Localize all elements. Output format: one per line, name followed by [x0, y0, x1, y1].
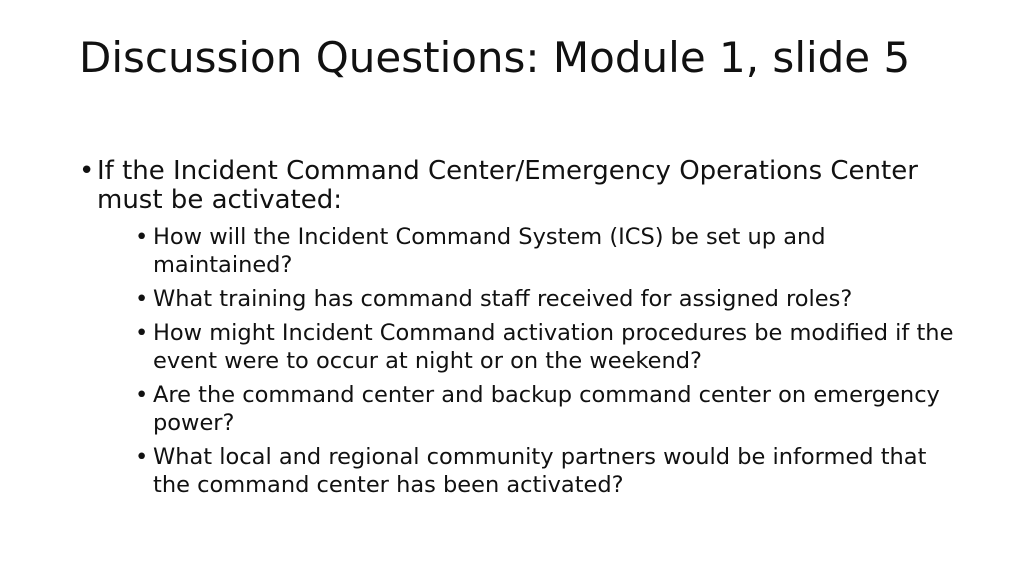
bullet-dot-icon: •: [79, 156, 95, 186]
sub-bullet-text: How will the Incident Command System (ICS) be set up and maintained?: [153, 224, 826, 278]
sub-bullet: [135, 285, 969, 313]
sub-bullet: [135, 319, 969, 375]
sub-bullet: [135, 223, 969, 279]
bullet-dot-icon: •: [135, 224, 149, 250]
bullet-dot-icon: •: [135, 444, 149, 470]
bullet-dot-icon: •: [135, 320, 149, 346]
main-bullet: [79, 157, 969, 499]
sub-bullet-text: What training has command staff received for assigned roles?: [153, 286, 853, 312]
sub-bullet-text: Are the command center and backup command center on emergency power?: [153, 382, 940, 436]
sub-bullet-text: How might Incident Command activation procedures be modified if the event were to occur at night or on the weekend?: [153, 320, 954, 374]
main-bullet-text: If the Incident Command Center/Emergency Operations Center must be activated:: [97, 156, 918, 215]
bullet-list: [79, 157, 969, 505]
sub-bullet: [135, 381, 969, 437]
sub-bullet-list: [97, 223, 969, 499]
sub-bullet-text: What local and regional community partners would be informed that the command center has been activated?: [153, 444, 927, 498]
sub-bullet: [135, 443, 969, 499]
bullet-dot-icon: •: [135, 382, 149, 408]
bullet-dot-icon: •: [135, 286, 149, 312]
slide-title: Discussion Questions: Module 1, slide 5: [79, 33, 911, 82]
